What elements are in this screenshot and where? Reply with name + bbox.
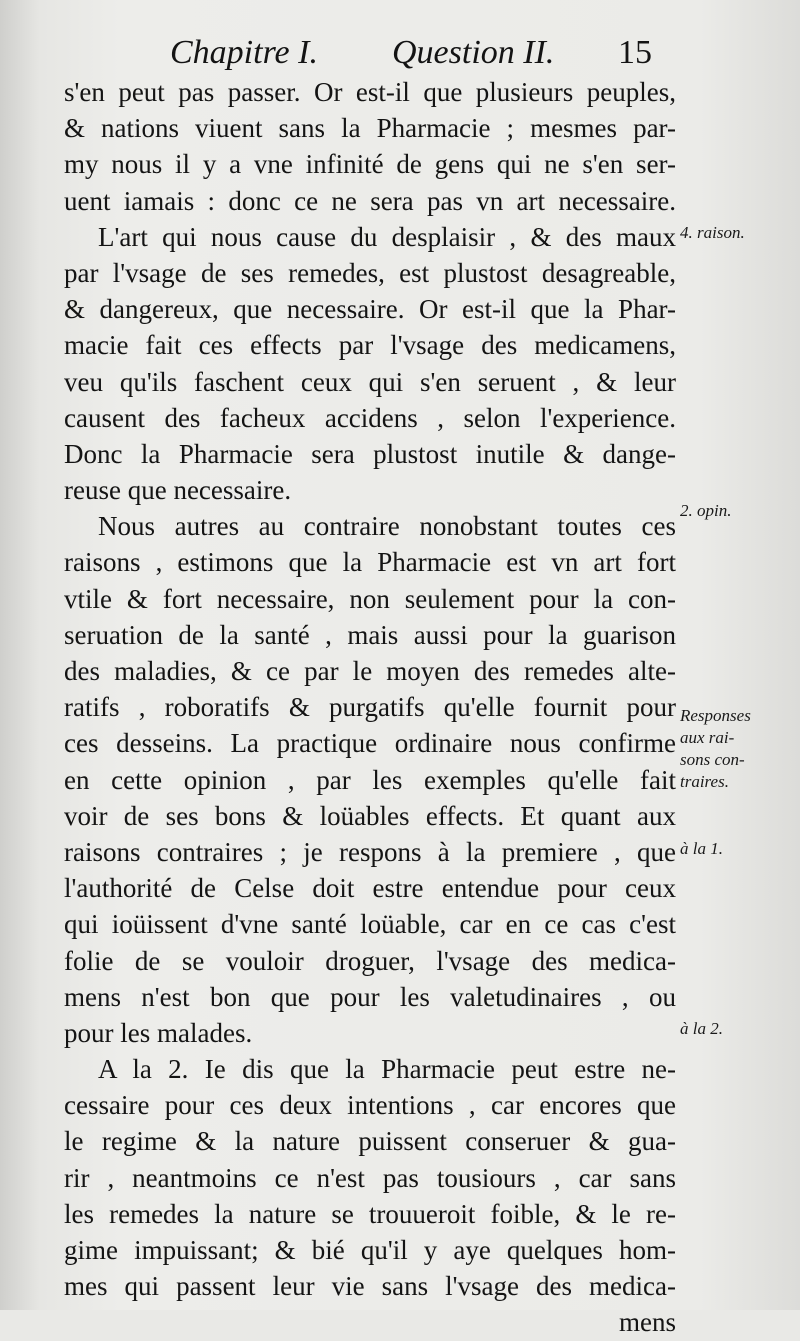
text-line: des maladies, & ce par le moyen des remedes alte- bbox=[64, 656, 676, 686]
page-number: 15 bbox=[618, 34, 652, 71]
text-line: Donc la Pharmacie sera plustost inutile & dange- bbox=[64, 438, 676, 469]
text-line: veu qu'ils faschent ceux qui s'en seruent , & leur bbox=[64, 366, 676, 397]
text-line: le regime & la nature puissent conseruer & gua- bbox=[64, 1126, 676, 1157]
text-line: macie fait ces effects par l'vsage des medicamens, bbox=[64, 330, 676, 361]
text-line: ratifs , roboratifs & purgatifs qu'elle fournit pour bbox=[64, 692, 676, 723]
catchword: mens bbox=[619, 1307, 676, 1338]
text-line: ces desseins. La practique ordinaire nous confirme bbox=[64, 728, 676, 759]
text-line: les remedes la nature se trouueroit foible, & le re- bbox=[64, 1198, 676, 1229]
text-line: raisons , estimons que la Pharmacie est vn art fort bbox=[64, 547, 676, 578]
text-line: vtile & fort necessaire, non seulement pour la con- bbox=[64, 583, 676, 614]
text-line: & nations viuent sans la Pharmacie ; mesmes par- bbox=[64, 113, 676, 144]
text-line: folie de se vouloir droguer, l'vsage des medica- bbox=[64, 945, 676, 976]
text-line: voir de ses bons & loüables effects. Et quant aux bbox=[64, 800, 676, 831]
margin-note-responses: Responses aux rai- sons con- traires. bbox=[680, 706, 751, 791]
text-line: L'art qui nous cause du desplaisir , & des maux bbox=[98, 221, 676, 252]
text-line: pour les malades. bbox=[64, 1017, 253, 1048]
text-line: gime impuissant; & bié qu'il y aye quelques hom- bbox=[64, 1235, 676, 1265]
text-line: causent des facheux accidens , selon l'experience. bbox=[64, 402, 676, 433]
text-line: par l'vsage de ses remedes, est plustost desagreable, bbox=[64, 257, 676, 288]
text-line: mes qui passent leur vie sans l'vsage des medica- bbox=[64, 1271, 676, 1302]
text-line: en cette opinion , par les exemples qu'elle fait bbox=[64, 764, 676, 795]
text-line: Nous autres au contraire nonobstant toutes ces bbox=[98, 511, 676, 542]
body-text bbox=[64, 74, 676, 1341]
margin-note-opinion: 2. opin. bbox=[680, 501, 732, 520]
text-line: raisons contraires ; je respons à la premiere , que bbox=[64, 836, 676, 867]
margin-note-a-la-2: à la 2. bbox=[680, 1019, 723, 1038]
text-line: mens n'est bon que pour les valetudinaires , ou bbox=[64, 981, 676, 1012]
chapter-title: Chapitre I. bbox=[170, 34, 318, 71]
text-line: cessaire pour ces deux intentions , car encores que bbox=[64, 1090, 676, 1121]
text-line: seruation de la santé , mais aussi pour la guarison bbox=[64, 619, 676, 650]
text-line: reuse que necessaire. bbox=[64, 475, 292, 506]
margin-note-a-la-1: à la 1. bbox=[680, 839, 723, 858]
text-line: qui ioüissent d'vne santé loüable, car en ce cas c'est bbox=[64, 909, 676, 940]
text-line: uent iamais : donc ce ne sera pas vn art necessaire. bbox=[64, 185, 676, 216]
text-line: l'authorité de Celse doit estre entendue pour ceux bbox=[64, 873, 676, 904]
running-header bbox=[170, 28, 660, 78]
text-line: A la 2. Ie dis que la Pharmacie peut estre ne- bbox=[98, 1054, 676, 1085]
question-title: Question II. bbox=[392, 34, 555, 71]
text-line: rir , neantmoins ce n'est pas tousiours , car sans bbox=[64, 1162, 676, 1193]
margin-note-raison: 4. raison. bbox=[680, 223, 745, 242]
text-line: s'en peut pas passer. Or est-il que plusieurs peuples, bbox=[64, 77, 676, 107]
text-line: my nous il y a vne infinité de gens qui ne s'en ser- bbox=[64, 149, 676, 180]
text-line: & dangereux, que necessaire. Or est-il que la Phar- bbox=[64, 294, 676, 325]
